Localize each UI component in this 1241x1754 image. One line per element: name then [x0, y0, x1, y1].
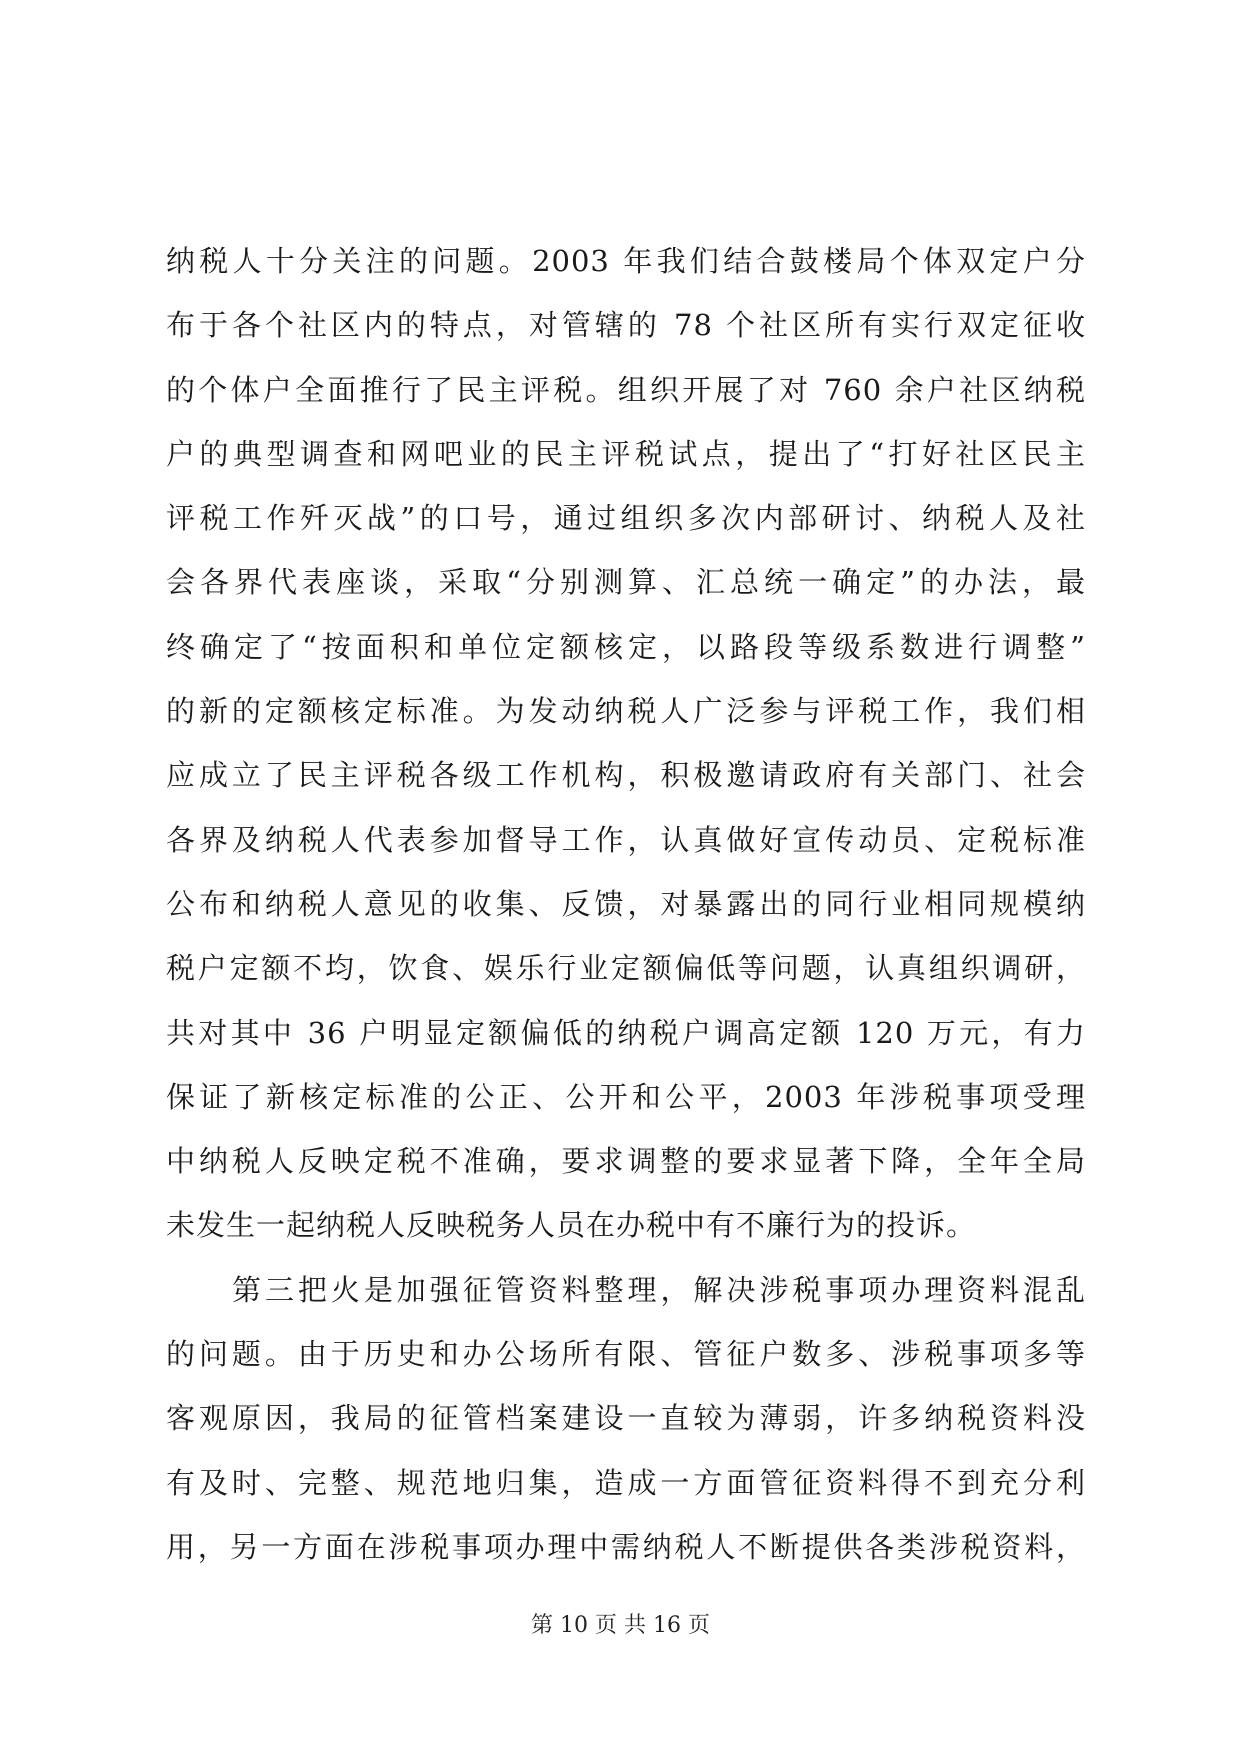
- text-line: 户的典型调查和网吧业的民主评税试点，提出了“打好社区民主: [166, 436, 1086, 471]
- text-line: 税户定额不均，饮食、娱乐行业定额偏低等问题，认真组织调研，: [166, 951, 1086, 986]
- text-line: 的问题。由于历史和办公场所有限、管征户数多、涉税事项多等: [166, 1337, 1086, 1372]
- text-line: 会各界代表座谈，采取“分别测算、汇总统一确定”的办法，最: [166, 565, 1086, 600]
- text-line: 的新的定额核定标准。为发动纳税人广泛参与评税工作，我们相: [166, 694, 1086, 729]
- text-line: 客观原因，我局的征管档案建设一直较为薄弱，许多纳税资料没: [166, 1401, 1086, 1436]
- text-line: 中纳税人反映定税不准确，要求调整的要求显著下降，全年全局: [166, 1144, 1086, 1179]
- text-line: 共对其中 36 户明显定额偏低的纳税户调高定额 120 万元，有力: [166, 1015, 1086, 1050]
- paragraph-start-line: 第三把火是加强征管资料整理，解决涉税事项办理资料混乱: [232, 1272, 1086, 1307]
- text-line: 纳税人十分关注的问题。2003 年我们结合鼓楼局个体双定户分: [166, 244, 1086, 278]
- text-line: 各界及纳税人代表参加督导工作，认真做好宣传动员、定税标准: [166, 822, 1086, 857]
- text-line: 评税工作歼灭战”的口号，通过组织多次内部研讨、纳税人及社: [166, 501, 1086, 536]
- text-line: 应成立了民主评税各级工作机构，积极邀请政府有关部门、社会: [166, 758, 1086, 793]
- text-line: 布于各个社区内的特点，对管辖的 78 个社区所有实行双定征收: [166, 308, 1086, 343]
- body-text: [166, 229, 1086, 1579]
- text-line: 的个体户全面推行了民主评税。组织开展了对 760 余户社区纳税: [166, 372, 1086, 407]
- text-line: 用，另一方面在涉税事项办理中需纳税人不断提供各类涉税资料，: [166, 1529, 1086, 1564]
- text-line: 终确定了“按面积和单位定额核定，以路段等级系数进行调整”: [166, 629, 1086, 664]
- text-line: 保证了新核定标准的公正、公开和公平，2003 年涉税事项受理: [166, 1079, 1086, 1114]
- text-line: 公布和纳税人意见的收集、反馈，对暴露出的同行业相同规模纳: [166, 886, 1086, 921]
- text-line: 未发生一起纳税人反映税务人员在办税中有不廉行为的投诉。: [166, 1208, 977, 1243]
- page-number-footer: 第 10 页 共 16 页: [531, 1613, 710, 1638]
- text-line: 有及时、完整、规范地归集，造成一方面管征资料得不到充分利: [166, 1465, 1086, 1500]
